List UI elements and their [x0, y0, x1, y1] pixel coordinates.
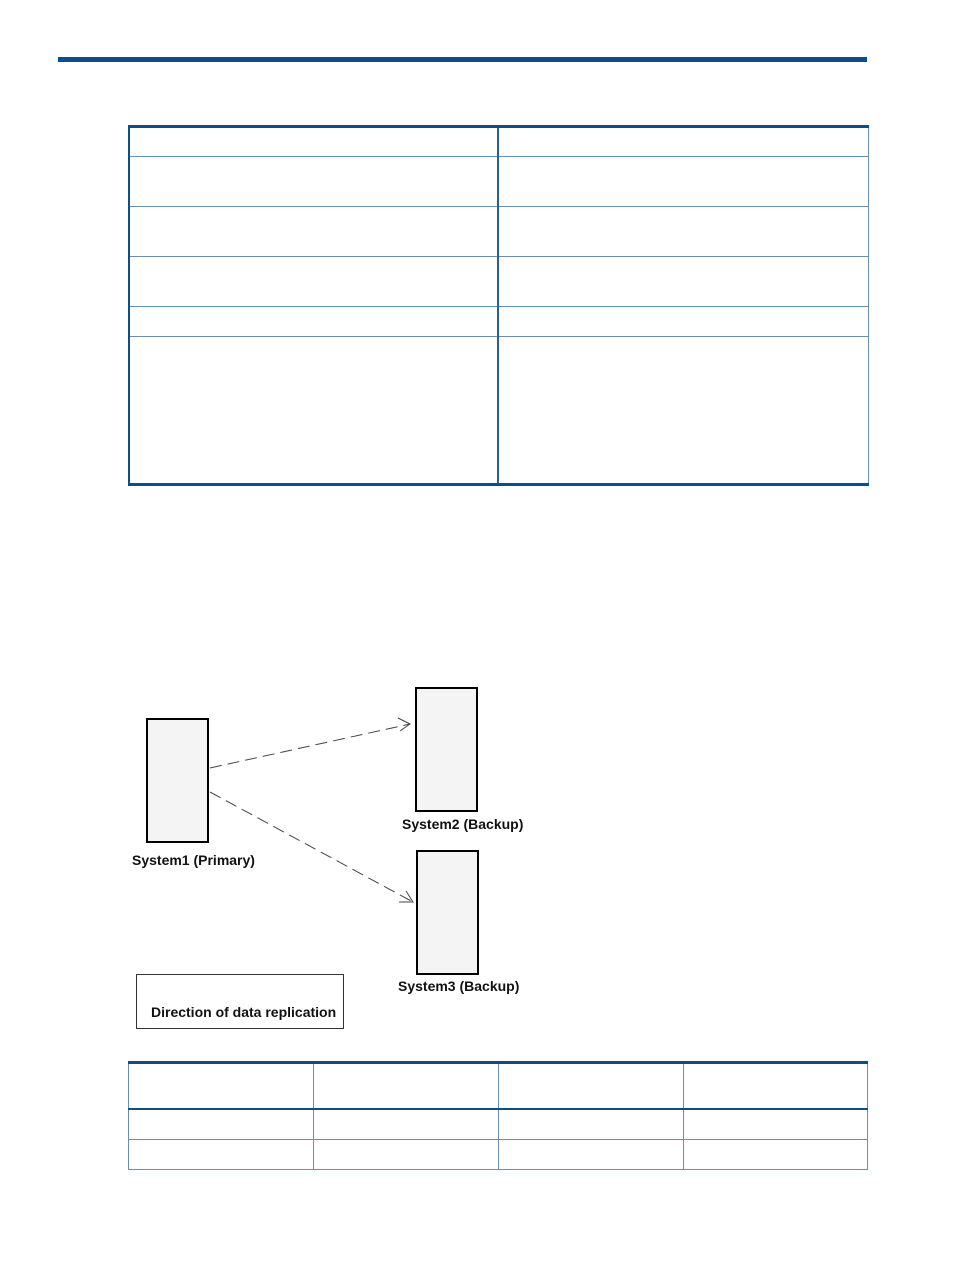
system3-box: [416, 850, 479, 975]
table-row: [129, 207, 868, 257]
table-cell: [314, 1063, 499, 1110]
table-row: [129, 257, 868, 307]
table-cell: [499, 1109, 684, 1140]
table-row: [129, 1140, 868, 1170]
table-cell: [129, 1063, 314, 1110]
table-cell: [498, 207, 868, 257]
table-cell: [129, 157, 498, 207]
table-cell: [498, 127, 868, 157]
table-cell: [314, 1109, 499, 1140]
table-cell: [129, 207, 498, 257]
system-table: [128, 1061, 868, 1170]
table-row: [129, 337, 868, 485]
system1-box: [146, 718, 209, 843]
table-row: [129, 307, 868, 337]
table-cell: [129, 257, 498, 307]
table-cell: [684, 1140, 868, 1170]
table-cell: [499, 1063, 684, 1110]
header-rule: [58, 57, 867, 62]
legend-label: Direction of data replication: [151, 1004, 337, 1020]
legend: [136, 974, 344, 1029]
table-cell: [498, 257, 868, 307]
table-cell: [684, 1109, 868, 1140]
table-header-row: [129, 127, 868, 157]
info-table: [128, 125, 869, 486]
table-cell: [498, 157, 868, 207]
arrow-to-system2: [210, 724, 410, 768]
table-row: [129, 157, 868, 207]
replication-diagram: [120, 680, 540, 1040]
table-cell: [499, 1140, 684, 1170]
arrow-to-system3: [210, 792, 413, 902]
system3-label: System3 (Backup): [398, 978, 520, 994]
table-cell: [498, 307, 868, 337]
table-cell: [129, 307, 498, 337]
arrowhead-system3: [399, 891, 413, 902]
table-row: [129, 1109, 868, 1140]
table-header-row: [129, 1063, 868, 1110]
table-cell: [129, 337, 498, 485]
table-cell: [129, 1109, 314, 1140]
table-cell: [129, 1140, 314, 1170]
system2-label: System2 (Backup): [402, 816, 524, 832]
table-cell: [129, 127, 498, 157]
system2-box: [415, 687, 478, 812]
system1-label: System1 (Primary): [132, 852, 255, 868]
table-cell: [684, 1063, 868, 1110]
table-cell: [498, 337, 868, 485]
table-cell: [314, 1140, 499, 1170]
